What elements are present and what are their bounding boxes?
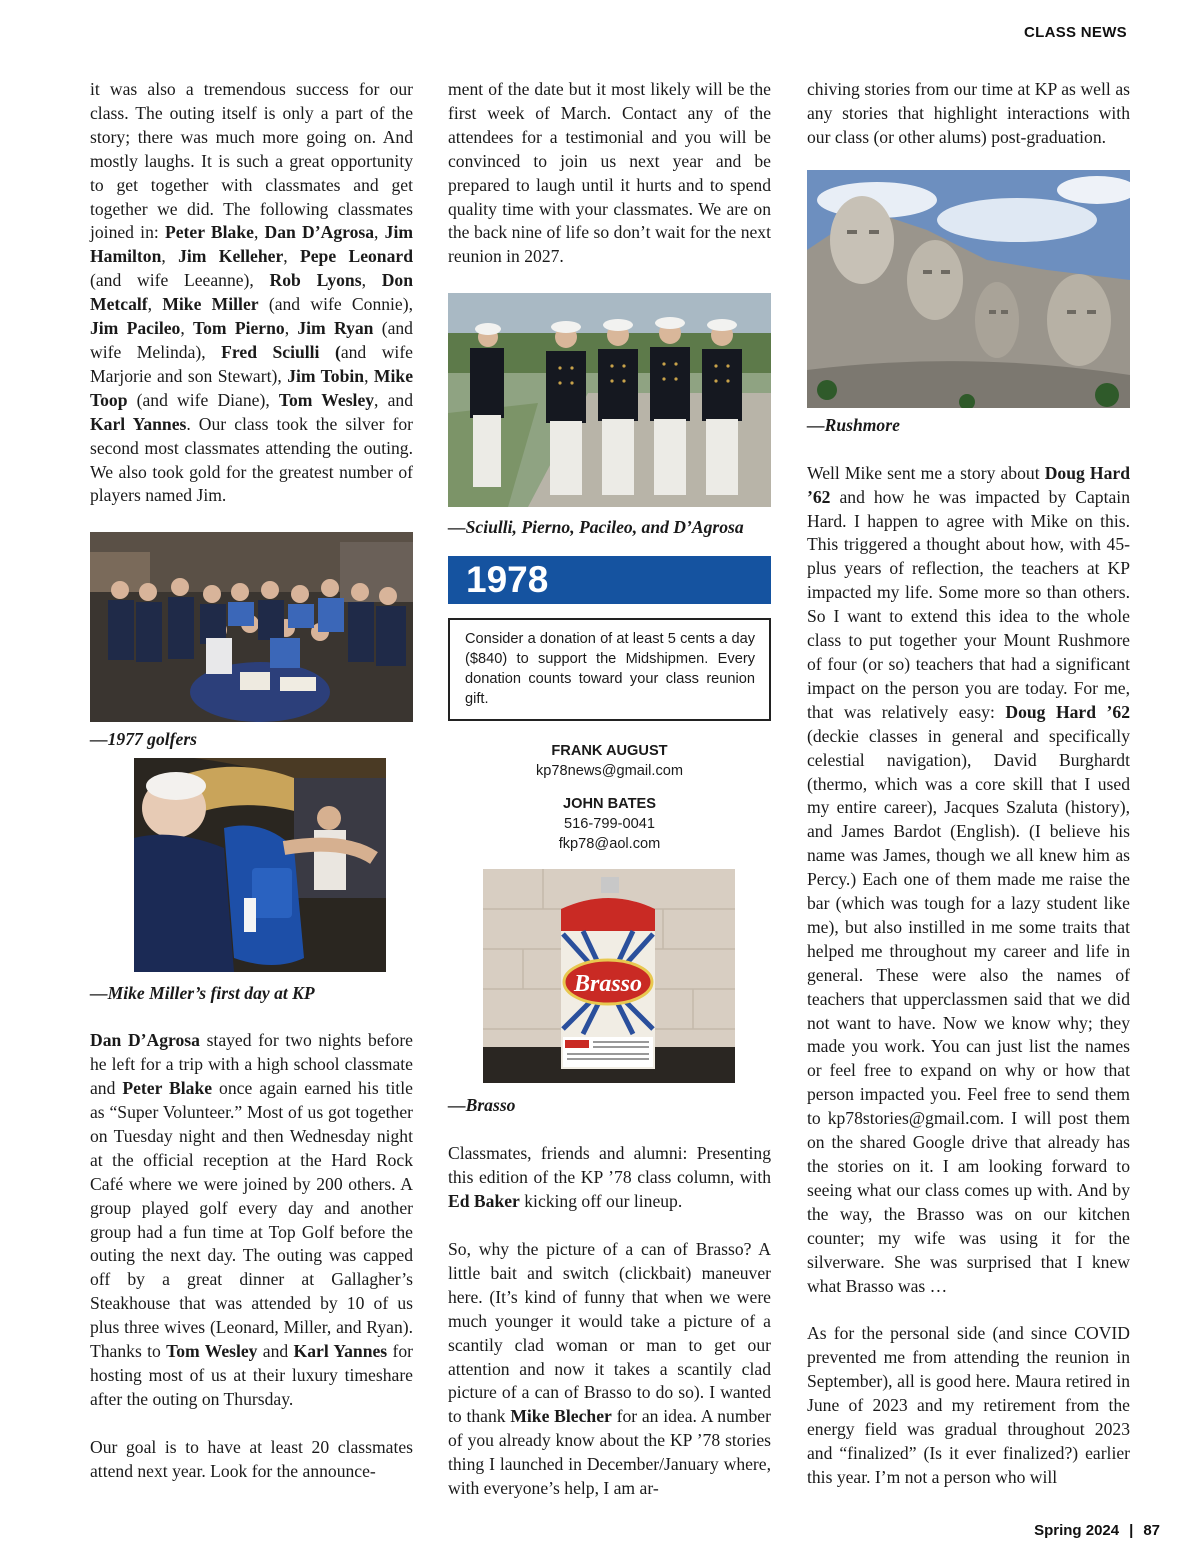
bold-name: Jim Ryan — [297, 318, 374, 339]
text-run: , — [161, 246, 179, 267]
text-run: it was also a tremendous success for our class. The outing itself is only a part of the story; there was much more going on. And mostly laughs. It is such a great opportunity to get together with classmates and get together we did. The following classmates joined in: — [90, 79, 413, 243]
footer-separator: | — [1129, 1522, 1134, 1539]
section-header: CLASS NEWS — [1023, 24, 1127, 41]
caption-brasso: —Brasso — [448, 1095, 516, 1116]
paragraph — [807, 78, 1130, 150]
bold-name: Karl Yannes — [293, 1341, 388, 1362]
bold-name: Jim Tobin — [287, 365, 365, 386]
bold-name: Doug Hard ’62 — [807, 462, 1130, 507]
text-run: and wife Marjorie and son Stewart), — [90, 341, 413, 386]
caption-midshipmen: —Sciulli, Pierno, Pacileo, and D’Agrosa — [448, 517, 744, 538]
bold-name: Jim Hamilton — [90, 222, 413, 267]
paragraph — [448, 78, 771, 269]
paragraph — [807, 1322, 1130, 1489]
text-run: and how he was impacted by Captain Hard. I happen to agree with Mike on this. This triggered a thought about how, with 45-plus years of reflection, the teachers at KP impacted my life. Some more so than others. So I want to extend this idea to the whole class to put together your Mount Rushmore of four (or so) teachers that had a significant impact on the person you are today. For me, that was relatively easy: — [807, 486, 1130, 722]
photo-mike-miller — [134, 758, 386, 972]
paragraph — [448, 1142, 771, 1214]
bold-name: Peter Blake — [164, 222, 254, 243]
contact-name: JOHN BATES — [563, 796, 656, 813]
text-run: ment of the date but it most likely will be the first week of March. Contact any of the attendees for a testimonial and you will be convinced to join us next year and be prepared to laugh until it hurts and to spend quality time with your classmates. We are on the back nine of life so don’t wait for the next reunion in 2027. — [448, 79, 771, 267]
caption-mike-miller: —Mike Miller’s first day at KP — [90, 983, 315, 1004]
text-run: , — [180, 318, 194, 339]
contact-john-bates — [448, 794, 771, 854]
bold-name: Mike Blecher — [510, 1406, 612, 1427]
text-run: Classmates, friends and alumni: Presenting this edition of the KP ’78 class column, with — [448, 1143, 771, 1188]
contact-email: fkp78@aol.com — [558, 836, 661, 853]
contact-phone: 516-799-0041 — [564, 816, 655, 833]
text-run: So, why the picture of a can of Brasso? A little bait and switch (clickbait) maneuver here. (It’s kind of funny that when we were much younger it would take a picture of a scantily clad woman or man to get our attention and now it takes a scantily clad picture of a can of Brasso to do so). I wanted to thank — [448, 1238, 771, 1427]
text-run: , — [283, 246, 300, 267]
bold-name: Fred Sciulli ( — [221, 341, 341, 362]
text-run: stayed for two nights before he left for a trip with a high school classmate and — [90, 1030, 413, 1099]
text-run: (and wife Melinda), — [90, 318, 413, 362]
contact-name: FRANK AUGUST — [551, 743, 668, 760]
donation-notice: Consider a donation of at least 5 cents a day ($840) to support the Midshipmen. Every donation counts toward your class reunion gift. — [448, 618, 771, 721]
text-run: for an idea. A number of you already know about the KP ’78 stories thing I launched in December/January where, with everyone’s help, I am ar- — [448, 1406, 771, 1499]
contact-frank-august — [448, 741, 771, 781]
text-run: once again earned his title as “Super Volunteer.” Most of us got together on Tuesday night and then Wednesday night at the official reception at the Hard Rock Café where we were joined by 200 others. A group played golf every day and another group had a fun time at Top Golf before the outing the next day. The outing was capped off by a great dinner at Gallagher’s Steakhouse that was attended by 10 of us plus three wives (Leonard, Miller, and Ryan). Thanks to — [90, 1078, 413, 1362]
bold-name: Jim Kelleher — [178, 246, 284, 267]
text-run: As for the personal side (and since COVID prevented me from attending the reunion in September), all is good here. Maura retired in June of 2023 and my retirement from the energy field was gradual throughout 2023 and “finalized” (Is it ever finalized?) earlier this year. I’m not a person who will — [807, 1323, 1130, 1487]
contact-email: kp78news@gmail.com — [535, 763, 684, 780]
class-year-banner: 1978 — [448, 556, 771, 604]
photo-mount-rushmore — [807, 170, 1130, 408]
bold-name: Tom Wesley — [278, 389, 375, 410]
text-run: kicking off our lineup. — [519, 1191, 683, 1212]
bold-name: Ed Baker — [448, 1191, 520, 1212]
page-number: 87 — [1143, 1522, 1160, 1539]
text-run: chiving stories from our time at KP as well as any stories that highlight interactions with our class (or other alums) post-graduation. — [807, 79, 1130, 147]
column-3 — [807, 78, 1130, 1514]
bold-name: Doug Hard ’62 — [1005, 701, 1130, 722]
caption-1977-golfers: —1977 golfers — [90, 729, 198, 750]
photo-1977-golfers — [90, 532, 413, 722]
text-run: . Our class took the silver for second most classmates attending the outing. We also took gold for the greatest number of players named Jim. — [90, 413, 413, 506]
bold-name: Karl Yannes — [90, 413, 187, 434]
text-run: (deckie classes in general and specifically celestial navigation), David Burghardt (thermo, which was a core skill that I used my entire career), Jacques Szaluta (history), and James Bardot (English). (I believe his name was James, though we all knew him as Percy.) Each one of them made me raise the bar (which was tough for a lazy student like me), but also instilled in me some traits that helped me throughout my career and life in general. These were also the names of teachers that upperclassmen said that we did not want to have. Now we know why; they made you work. You can just list the names or feel free to expand on why or how that person impacted you. Feel free to send them to kp78stories@gmail.com. I will post them on the shared Google drive that already has the stories on it. I am looking forward to seeing what our class comes up with. And by the way, the Brasso was on our kitchen counter; my wife was using it for the silverware. She was surprised that I knew what Brasso was … — [807, 725, 1130, 1296]
paragraph — [448, 1238, 771, 1501]
text-run: , — [364, 365, 374, 386]
bold-name: Dan D’Agrosa — [264, 222, 375, 243]
column-1 — [90, 78, 413, 1508]
bold-name: Rob Lyons — [269, 270, 362, 291]
text-run: , — [374, 222, 385, 243]
text-run: and — [257, 1341, 294, 1362]
text-run: Our goal is to have at least 20 classmates attend next year. Look for the announce- — [90, 1436, 413, 1481]
paragraph — [90, 1029, 413, 1412]
text-run: for hosting most of us at their luxury timeshare after the outing on Thursday. — [90, 1341, 413, 1409]
bold-name: Don Metcalf — [90, 270, 413, 315]
text-run: , — [361, 270, 382, 291]
bold-name: Peter Blake — [122, 1078, 213, 1099]
issue-label: Spring 2024 — [1034, 1522, 1120, 1539]
text-run: , — [147, 294, 163, 315]
page-footer — [1034, 1522, 1160, 1539]
photo-four-midshipmen — [448, 293, 771, 507]
text-run: , and — [374, 389, 413, 410]
bold-name: Jim Pacileo — [90, 318, 181, 339]
bold-name: Tom Wesley — [166, 1341, 258, 1362]
paragraph — [90, 1436, 413, 1484]
paragraph — [807, 462, 1130, 1299]
text-run: , — [253, 222, 265, 243]
text-run: (and wife Diane), — [127, 389, 279, 410]
caption-rushmore: —Rushmore — [807, 414, 900, 435]
bold-name: Mike Miller — [162, 294, 259, 315]
photo-brasso-can — [483, 869, 735, 1083]
text-run: Well Mike sent me a story about — [807, 462, 1045, 483]
bold-name: Mike Toop — [90, 365, 414, 410]
bold-name: Dan D’Agrosa — [90, 1030, 200, 1051]
text-run: (and wife Leeanne), — [90, 270, 270, 291]
text-run: (and wife Connie), — [258, 294, 413, 315]
text-run: , — [284, 318, 298, 339]
bold-name: Tom Pierno — [193, 318, 285, 339]
brasso-label: Brasso — [573, 971, 643, 998]
paragraph — [90, 78, 413, 508]
bold-name: Pepe Leonard — [299, 246, 413, 267]
column-2 — [448, 78, 771, 1525]
